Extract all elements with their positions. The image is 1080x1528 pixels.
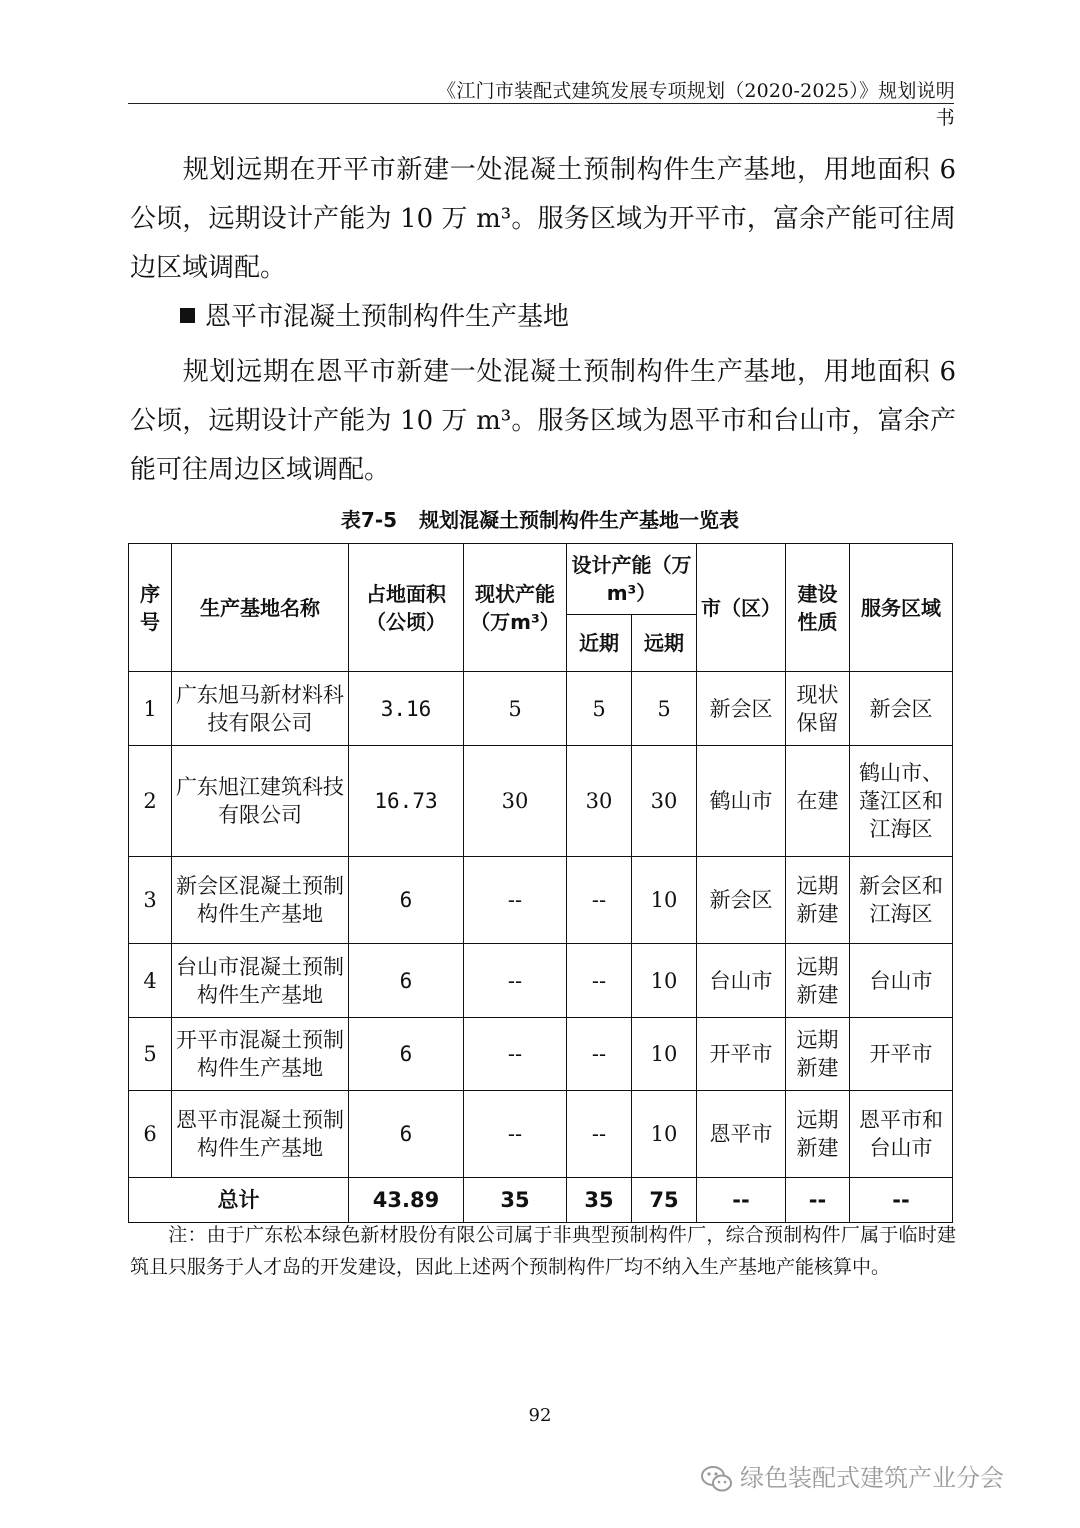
cell-service: 鹤山市、蓬江区和江海区 bbox=[850, 746, 953, 857]
cell-service: 新会区 bbox=[850, 672, 953, 746]
table-caption bbox=[0, 504, 1080, 533]
cell-far: 10 bbox=[632, 1018, 697, 1091]
header-name: 生产基地名称 bbox=[172, 544, 349, 672]
cell-seq: 4 bbox=[129, 944, 172, 1018]
table-row bbox=[129, 944, 953, 1018]
cell-city: 台山市 bbox=[697, 944, 786, 1018]
table-note-text: 注：由于广东松本绿色新材股份有限公司属于非典型预制构件厂，综合预制构件厂属于临时建筑且只服务于人才岛的开发建设，因此上述两个预制构件厂均不纳入生产基地产能核算中。 bbox=[130, 1224, 956, 1278]
header-current-capacity: 现状产能（万m³） bbox=[464, 544, 567, 672]
cell-nature: 远期新建 bbox=[786, 1091, 850, 1178]
cell-seq: 2 bbox=[129, 746, 172, 857]
section-heading bbox=[180, 296, 569, 338]
paragraph-kaiping bbox=[130, 146, 956, 293]
total-far: 75 bbox=[632, 1178, 697, 1223]
cell-nature: 现状保留 bbox=[786, 672, 850, 746]
cell-nature: 远期新建 bbox=[786, 944, 850, 1018]
cell-near: 30 bbox=[567, 746, 632, 857]
cell-name: 广东旭马新材料科技有限公司 bbox=[172, 672, 349, 746]
cell-city: 新会区 bbox=[697, 672, 786, 746]
cell-nature: 在建 bbox=[786, 746, 850, 857]
cell-seq: 1 bbox=[129, 672, 172, 746]
production-base-table bbox=[128, 543, 953, 1223]
cell-near: 5 bbox=[567, 672, 632, 746]
watermark bbox=[700, 1458, 1004, 1500]
cell-near: -- bbox=[567, 1018, 632, 1091]
cell-service: 台山市 bbox=[850, 944, 953, 1018]
cell-near: -- bbox=[567, 857, 632, 944]
cell-near: -- bbox=[567, 1091, 632, 1178]
watermark-text: 绿色装配式建筑产业分会 bbox=[740, 1464, 1004, 1492]
cell-service: 恩平市和台山市 bbox=[850, 1091, 953, 1178]
cell-nature: 远期新建 bbox=[786, 857, 850, 944]
cell-nature: 远期新建 bbox=[786, 1018, 850, 1091]
page-header-title: 《江门市装配式建筑发展专项规划（2020-2025）》规划说明书 bbox=[437, 80, 955, 129]
cell-name: 新会区混凝土预制构件生产基地 bbox=[172, 857, 349, 944]
cell-current: 30 bbox=[464, 746, 567, 857]
paragraph-enping-text: 规划远期在恩平市新建一处混凝土预制构件生产基地，用地面积 6 公顷，远期设计产能为 10 万 m³。服务区域为恩平市和台山市，富余产能可往周边区域调配。 bbox=[130, 357, 956, 485]
header-area: 占地面积（公顷） bbox=[349, 544, 464, 672]
total-near: 35 bbox=[567, 1178, 632, 1223]
total-current: 35 bbox=[464, 1178, 567, 1223]
cell-current: -- bbox=[464, 857, 567, 944]
cell-city: 鹤山市 bbox=[697, 746, 786, 857]
cell-service: 新会区和江海区 bbox=[850, 857, 953, 944]
cell-city: 恩平市 bbox=[697, 1091, 786, 1178]
total-nature: -- bbox=[786, 1178, 850, 1223]
total-service: -- bbox=[850, 1178, 953, 1223]
table-row bbox=[129, 857, 953, 944]
cell-far: 10 bbox=[632, 857, 697, 944]
cell-near: -- bbox=[567, 944, 632, 1018]
cell-area: 6 bbox=[349, 1091, 464, 1178]
total-label: 总计 bbox=[129, 1178, 349, 1223]
table-caption-number: 表7-5 bbox=[340, 508, 398, 532]
table-row bbox=[129, 746, 953, 857]
cell-name: 广东旭江建筑科技有限公司 bbox=[172, 746, 349, 857]
cell-seq: 6 bbox=[129, 1091, 172, 1178]
cell-name: 恩平市混凝土预制构件生产基地 bbox=[172, 1091, 349, 1178]
header-nature: 建设性质 bbox=[786, 544, 850, 672]
square-bullet-icon bbox=[180, 308, 195, 323]
header-near-term: 近期 bbox=[567, 615, 632, 672]
header-service: 服务区域 bbox=[850, 544, 953, 672]
cell-area: 6 bbox=[349, 944, 464, 1018]
total-row bbox=[129, 1178, 953, 1223]
paragraph-kaiping-text: 规划远期在开平市新建一处混凝土预制构件生产基地，用地面积 6 公顷，远期设计产能为 10 万 m³。服务区域为开平市，富余产能可往周边区域调配。 bbox=[130, 155, 956, 283]
page-number: 92 bbox=[528, 1405, 552, 1426]
cell-current: -- bbox=[464, 1091, 567, 1178]
cell-current: 5 bbox=[464, 672, 567, 746]
cell-seq: 5 bbox=[129, 1018, 172, 1091]
header-far-term: 远期 bbox=[632, 615, 697, 672]
cell-far: 10 bbox=[632, 1091, 697, 1178]
cell-service: 开平市 bbox=[850, 1018, 953, 1091]
section-heading-text: 恩平市混凝土预制构件生产基地 bbox=[205, 302, 570, 332]
table-caption-title: 规划混凝土预制构件生产基地一览表 bbox=[419, 508, 740, 532]
table-row bbox=[129, 1091, 953, 1178]
table-row bbox=[129, 672, 953, 746]
cell-far: 10 bbox=[632, 944, 697, 1018]
cell-city: 新会区 bbox=[697, 857, 786, 944]
total-area: 43.89 bbox=[349, 1178, 464, 1223]
table-note bbox=[130, 1219, 956, 1283]
cell-name: 台山市混凝土预制构件生产基地 bbox=[172, 944, 349, 1018]
paragraph-enping bbox=[130, 348, 956, 495]
cell-name: 开平市混凝土预制构件生产基地 bbox=[172, 1018, 349, 1091]
cell-far: 30 bbox=[632, 746, 697, 857]
cell-area: 16.73 bbox=[349, 746, 464, 857]
cell-far: 5 bbox=[632, 672, 697, 746]
total-city: -- bbox=[697, 1178, 786, 1223]
header-design-capacity: 设计产能（万m³） bbox=[567, 544, 697, 615]
wechat-icon bbox=[700, 1464, 734, 1500]
cell-current: -- bbox=[464, 1018, 567, 1091]
cell-area: 3.16 bbox=[349, 672, 464, 746]
cell-city: 开平市 bbox=[697, 1018, 786, 1091]
cell-current: -- bbox=[464, 944, 567, 1018]
cell-seq: 3 bbox=[129, 857, 172, 944]
header-city: 市（区） bbox=[697, 544, 786, 672]
cell-area: 6 bbox=[349, 857, 464, 944]
cell-area: 6 bbox=[349, 1018, 464, 1091]
table-row bbox=[129, 1018, 953, 1091]
header-rule bbox=[128, 103, 954, 104]
header-seq: 序号 bbox=[129, 544, 172, 672]
